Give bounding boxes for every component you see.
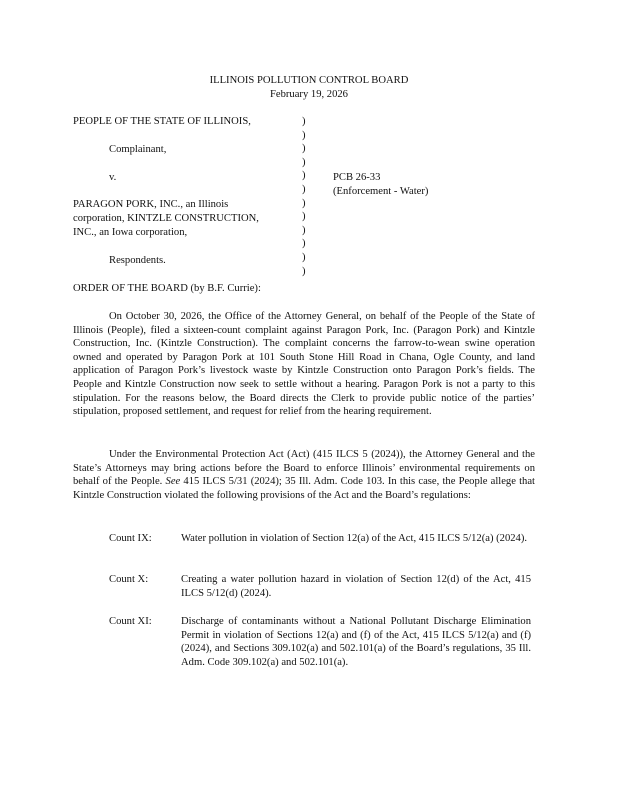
paren-mark: ) — [302, 129, 306, 141]
order-heading: ORDER OF THE BOARD (by B.F. Currie): — [73, 283, 261, 294]
count-text: Creating a water pollution hazard in violation of Section 12(d) of the Act, 415 ILCS 5/12(d) (2024). — [181, 574, 531, 599]
respondent-line: INC., an Iowa corporation, — [73, 227, 188, 238]
paren-mark: ) — [302, 224, 306, 236]
paragraph-authority — [73, 448, 535, 502]
paren-mark: ) — [302, 197, 306, 209]
board-title: ILLINOIS POLLUTION CONTROL BOARD — [209, 75, 409, 86]
count-text: Water pollution in violation of Section 12(a) of the Act, 415 ILCS 5/12(a) (2024). — [181, 533, 528, 544]
respondent-label: Respondents. — [109, 255, 166, 266]
paren-mark: ) — [302, 116, 306, 127]
paragraph-text: 415 ILCS 5/31 (2024); 35 Ill. Adm. Code 103. In this case, the People allege that Kintzle Construction violated the following provisions of the Act and the Board’s regulations: — [73, 476, 535, 501]
count-text: Discharge of contaminants without a National Pollutant Discharge Elimination Permit in violation of Sections 12(a) and (f) of the Act, 415 ILCS 5/12(a) and (f) (2024), and Sections 309.102(a) and 502.101(a) of the Board’s regulations, 35 Ill. Adm. Code 309.102(a) and 502.101(a). — [181, 616, 531, 668]
count-label: Count XI: — [109, 616, 152, 627]
paragraph-complaint: On October 30, 2026, the Office of the Attorney General, on behalf of the People of the State of Illinois (People), filed a sixteen-count complaint against Paragon Pork, Inc. (Paragon Pork) and Kintzle Construction, Inc. (Kintzle Construction). The complaint concerns the farrow-to-wean swine operation owned and operated by Paragon Pork at 101 South Stone Hill Road in Chana, Ogle County, and land application of Paragon Pork’s livestock waste by Kintzle Construction onto Paragon Pork’s fields. The People and Kintzle Construction now seek to settle without a hearing. Paragon Pork is not a party to this stipulation. For the reasons below, the Board directs the Clerk to provide public notice of the parties’ stipulation, proposed settlement, and request for relief from the hearing requirement. — [73, 311, 535, 418]
paren-mark: ) — [302, 156, 306, 168]
paren-mark: ) — [302, 183, 306, 195]
paren-mark: ) — [302, 143, 306, 155]
caption-parentheses — [302, 115, 312, 278]
complainant-label: Complainant, — [109, 144, 167, 155]
citation-signal: See — [165, 476, 181, 488]
paren-mark: ) — [302, 211, 306, 223]
paren-mark: ) — [302, 170, 306, 182]
respondent-line: PARAGON PORK, INC., an Illinois — [73, 199, 229, 210]
paren-mark: ) — [302, 251, 306, 263]
case-number: PCB 26-33 — [333, 172, 381, 183]
paren-mark: ) — [302, 265, 306, 277]
respondent-line: corporation, KINTZLE CONSTRUCTION, — [73, 213, 259, 224]
case-type: (Enforcement - Water) — [333, 186, 429, 197]
versus: v. — [109, 172, 117, 183]
complainant-name: PEOPLE OF THE STATE OF ILLINOIS, — [73, 116, 251, 127]
paragraph-text: Under the Environmental Protection Act (Act) (415 ILCS 5 (2024)), the Attorney General and the State’s Attorneys may bring actions before the Board to enforce Illinois’ environmental requirements on behalf of the People. — [73, 449, 535, 488]
order-date: February 19, 2026 — [270, 89, 348, 100]
count-label: Count IX: — [109, 533, 152, 544]
paren-mark: ) — [302, 238, 306, 250]
count-label: Count X: — [109, 574, 149, 585]
